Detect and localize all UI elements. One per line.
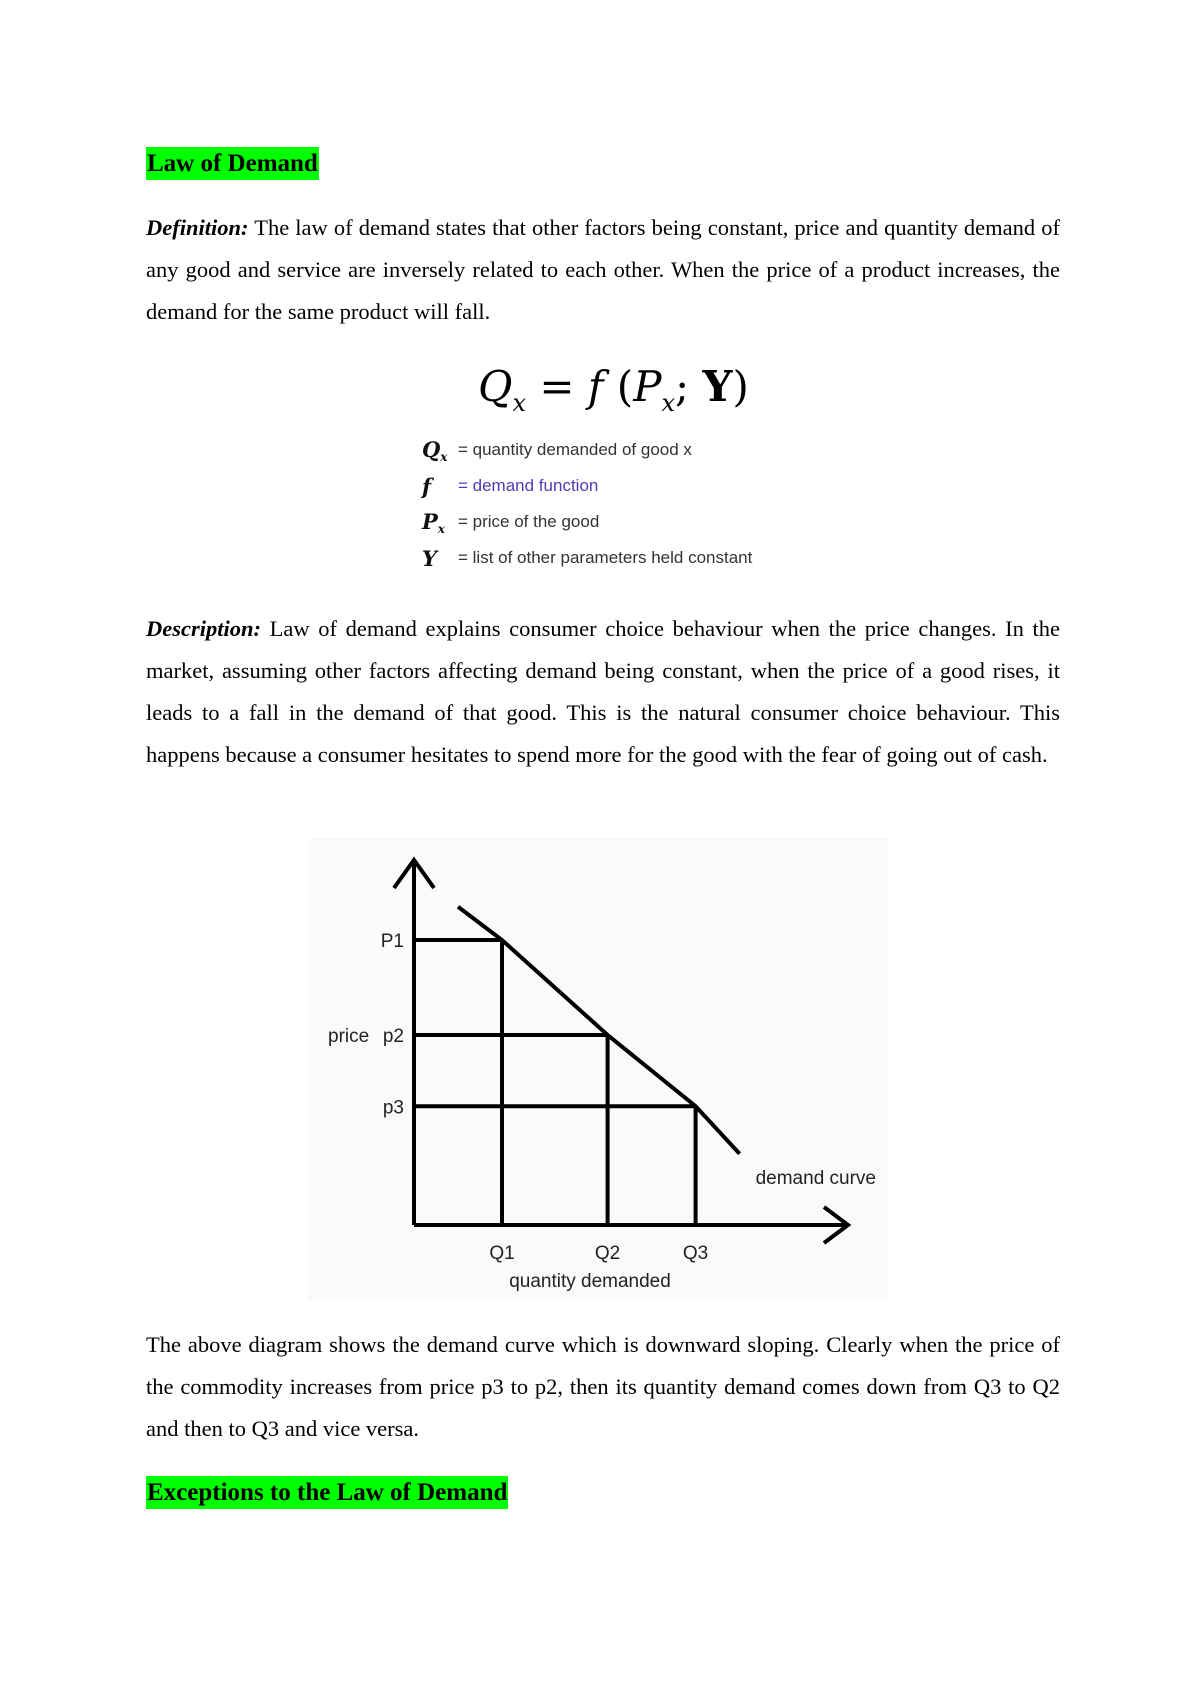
quantity-tick-label: Q2 (594, 1243, 621, 1264)
demand-curve-chart (308, 838, 888, 1300)
legend-description: = price of the good (458, 512, 600, 531)
price-tick-label: p3 (382, 1097, 404, 1119)
definition-lead: Definition: (146, 215, 249, 240)
legend-description: = list of other parameters held constant (458, 548, 753, 567)
legend-row-qx (422, 432, 812, 468)
chart-svg (308, 838, 888, 1300)
y-axis-label: price (328, 1026, 370, 1047)
formula-legend (422, 432, 812, 576)
definition-text: The law of demand states that other factors being constant, price and quantity demand of any good and service are inversely related to each other. When the price of a product increases, the demand for the same product will fall. (146, 215, 1060, 324)
legend-row-y (422, 540, 812, 576)
demand-curve-label: demand curve (755, 1167, 877, 1189)
diagram-explanation-paragraph: The above diagram shows the demand curve which is downward sloping. Clearly when the price of the commodity increases from price p3 to p2, then its quantity demand comes down from Q3 to Q2 and then to Q3 and vice versa. (146, 1332, 1060, 1441)
legend-symbol: $P_x$ (422, 508, 445, 536)
description-paragraph (146, 608, 1060, 776)
legend-symbol: f (422, 473, 432, 499)
demand-function-formula: $Q_x = f$ ($P_x$; Y) (478, 362, 749, 417)
legend-symbol: Y (422, 545, 437, 571)
price-tick-label: P1 (380, 931, 404, 952)
legend-symbol: $Q_x$ (422, 436, 448, 464)
legend-description: = quantity demanded of good x (458, 440, 692, 459)
heading-law-of-demand: Law of Demand (146, 147, 319, 180)
description-lead: Description: (146, 616, 261, 641)
description-text: Law of demand explains consumer choice behaviour when the price changes. In the market, assuming other factors affecting demand being constant, when the price of a good rises, it leads to a fall in the demand of that good. This is the natural consumer choice behaviour. This happens because a consumer hesitates to spend more for the good with the fear of going out of cash. (146, 616, 1060, 767)
x-axis-label: quantity demanded (509, 1271, 671, 1292)
quantity-tick-label: Q3 (682, 1243, 709, 1264)
legend-row-px (422, 504, 812, 540)
heading-exceptions: Exceptions to the Law of Demand (146, 1476, 508, 1509)
legend-row-f (422, 468, 812, 504)
definition-paragraph (146, 207, 1060, 333)
quantity-tick-label: Q1 (489, 1243, 515, 1264)
legend-description: = demand function (458, 476, 599, 495)
price-tick-label: p2 (382, 1026, 404, 1047)
